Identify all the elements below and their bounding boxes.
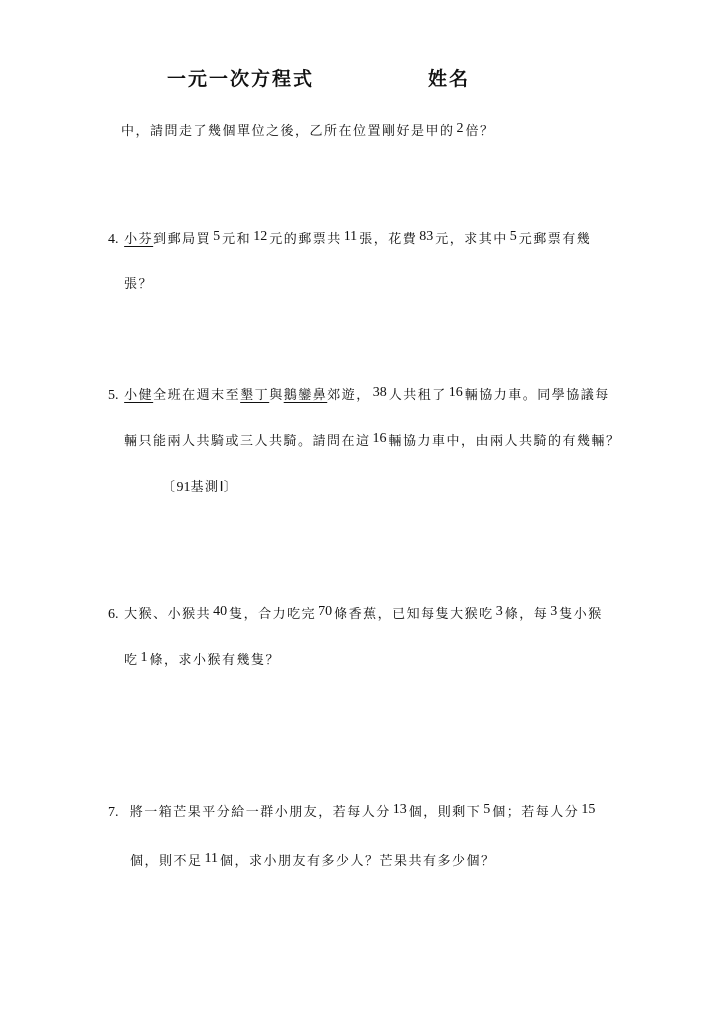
q7-text: 個，求小朋友有多少人？芒果共有多少個？ <box>220 854 496 869</box>
q5-text: 輛協力車。同學協議每 <box>464 388 610 403</box>
question-number: 4. <box>108 232 119 247</box>
q6-number: 3 <box>550 604 558 619</box>
q7-text: 將一箱芒果平分給一群小朋友，若每人分 <box>129 805 391 820</box>
q6-text: 隻，合力吃完 <box>229 607 317 622</box>
q4-text: 元，求其中 <box>435 232 508 247</box>
q6-text: 吃 <box>124 653 139 668</box>
q6-text: 隻小猴 <box>559 607 603 622</box>
question-6-line-1 <box>108 603 603 623</box>
question-4-line-1 <box>108 228 591 248</box>
q4-number: 5 <box>509 229 517 244</box>
person-name: 小芬 <box>124 232 154 247</box>
q4-number: 5 <box>213 229 221 244</box>
q4-text: 張，花費 <box>359 232 418 247</box>
q7-text: 個，則不足 <box>130 854 203 869</box>
question-3-continuation <box>121 120 495 140</box>
q7-number: 11 <box>204 851 218 866</box>
question-5-line-2 <box>124 430 621 450</box>
q4-text: 元郵票有幾 <box>518 232 592 247</box>
q7-text: 個；若每人分 <box>492 805 580 820</box>
q5-text: 與 <box>269 388 284 403</box>
q4-number: 11 <box>343 229 358 244</box>
question-7-line-1 <box>108 801 597 821</box>
q5-number: 16 <box>448 385 463 400</box>
q6-text: 條，每 <box>504 607 549 622</box>
q3-text: 倍？ <box>465 124 495 139</box>
q6-text: 條，求小猴有幾隻？ <box>149 653 281 668</box>
source-bracket: 〔 <box>162 480 177 495</box>
person-name: 小健 <box>124 388 154 403</box>
question-number: 7. <box>108 805 119 820</box>
place-name: 墾丁 <box>240 388 270 403</box>
q7-number: 5 <box>483 802 491 817</box>
source-bracket: 〕 <box>223 480 239 495</box>
q5-text: 郊遊， <box>327 388 371 403</box>
q4-text: 元和 <box>222 232 252 247</box>
question-5-source <box>162 476 238 496</box>
q7-text: 個，則剩下 <box>408 805 482 820</box>
q5-text: 輛只能兩人共騎或三人共騎。請問在這 <box>124 434 371 449</box>
q6-number: 1 <box>140 650 148 665</box>
q4-text: 元的郵票共 <box>269 232 342 247</box>
name-label: 姓名 <box>428 68 471 90</box>
source-exam: 基測 <box>190 480 220 495</box>
q4-text: 到郵局買 <box>153 232 212 247</box>
question-4-line-2: 張？ <box>124 277 154 292</box>
q5-text: 人共租了 <box>388 388 447 403</box>
q6-number: 70 <box>318 604 333 619</box>
q6-number: 3 <box>495 604 503 619</box>
q5-text: 全班在週末至 <box>153 388 241 403</box>
place-name: 鵝鑾鼻 <box>283 388 328 403</box>
question-5-line-1 <box>108 384 610 404</box>
q5-text: 輛協力車中，由兩人共騎的有幾輛？ <box>388 434 621 449</box>
source-round: Ⅰ <box>219 480 224 495</box>
q4-number: 83 <box>419 229 434 244</box>
q4-number: 12 <box>253 229 268 244</box>
q5-number: 16 <box>372 431 387 446</box>
question-number: 6. <box>108 607 119 622</box>
q3-text: 中，請問走了幾個單位之後，乙所在位置剛好是甲的 <box>121 124 455 139</box>
question-6-line-2 <box>124 649 280 669</box>
q6-text: 大猴、小猴共 <box>124 607 212 622</box>
question-7-line-2 <box>130 850 496 870</box>
q7-number: 13 <box>392 802 407 817</box>
question-number: 5. <box>108 388 119 403</box>
page-title: 一元一次方程式 <box>167 68 315 90</box>
source-year: 91 <box>176 480 191 495</box>
q3-number: 2 <box>456 121 464 136</box>
q6-text: 條香蕉，已知每隻大猴吃 <box>334 607 494 622</box>
q7-number: 15 <box>581 802 596 817</box>
q6-number: 40 <box>213 604 228 619</box>
q5-number: 38 <box>372 385 387 400</box>
